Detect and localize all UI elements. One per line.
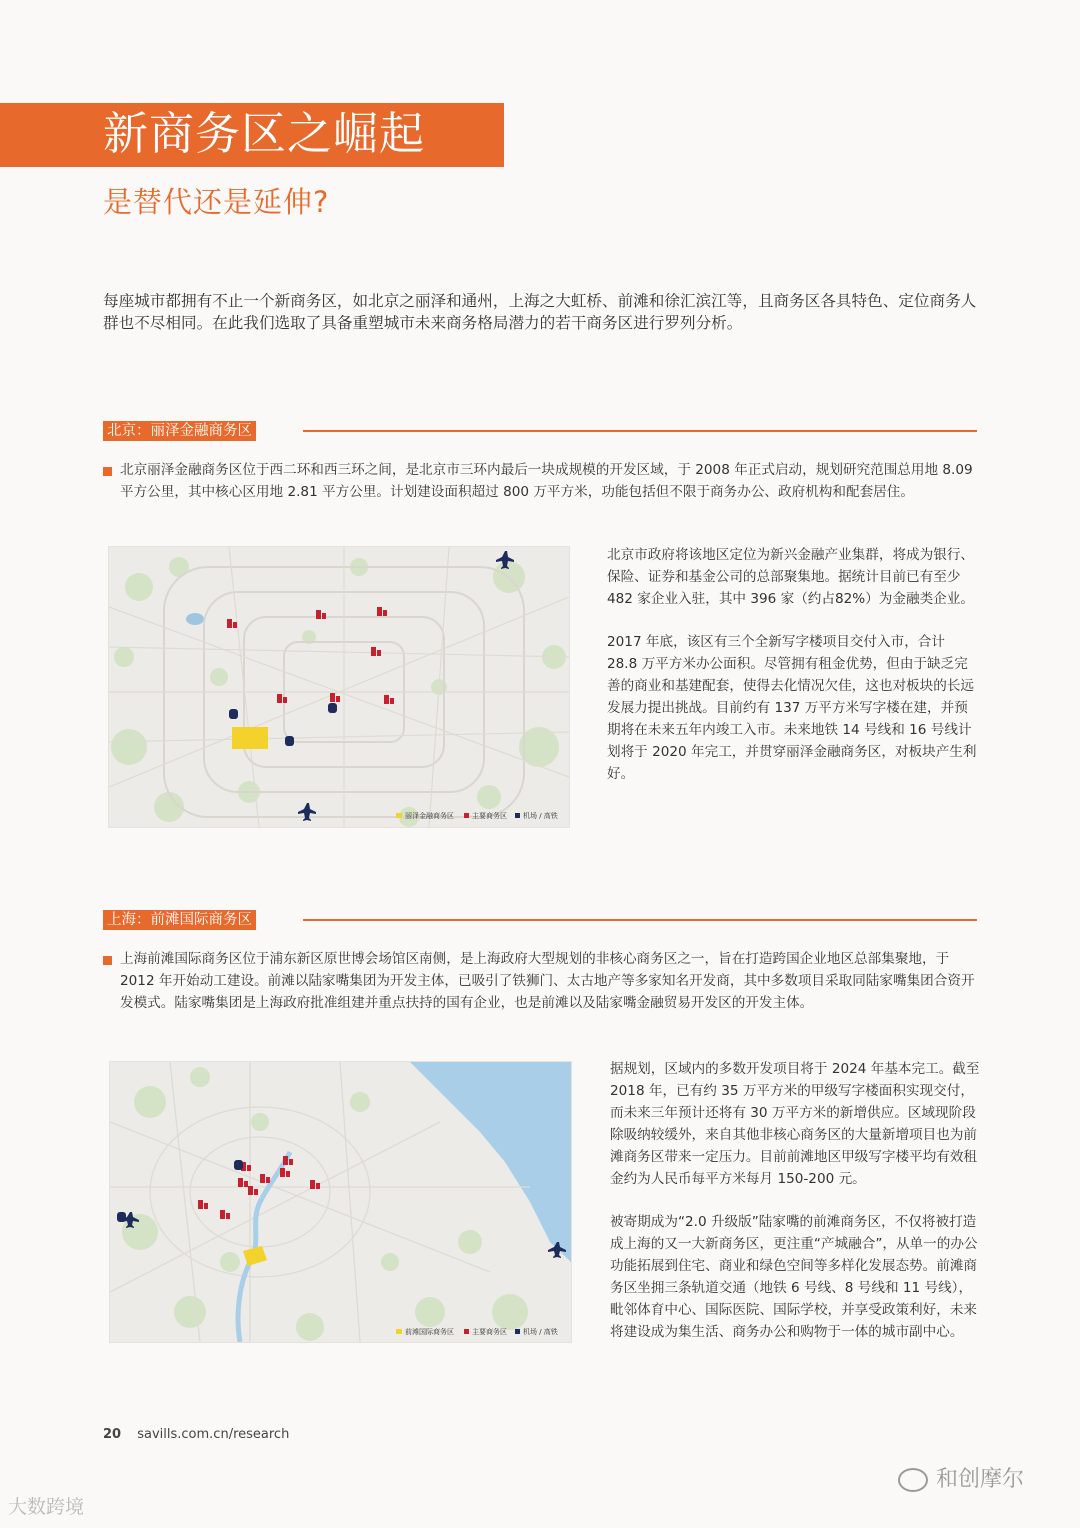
section-header-beijing (103, 421, 977, 441)
legend-label-lize: 丽泽金融商务区 (405, 812, 454, 820)
page-subtitle: 是替代还是延伸? (103, 185, 330, 219)
watermark-right-text: 和创摩尔 (936, 1467, 1025, 1492)
legend-label-transport: 机场 / 高铁 (523, 1328, 558, 1336)
beijing-bullet-paragraph (103, 459, 979, 503)
bullet-square-icon (103, 956, 112, 965)
shanghai-paragraph-1: 据规划，区域内的多数开发项目将于 2024 年基本完工。截至 2018 年，已有约 35 万平方米的甲级写字楼面积实现交付，而未来三年预计还将有 30 万平方米的新增供应。区域现阶段除吸纳较缓外，来自其他非核心商务区的大量新增项目也为前滩商务区带来一定压力。目前前滩地区甲级写字楼平均有效租金约为人民币每平方米每月 150-200 元。 (610, 1061, 980, 1187)
beijing-bullet-text: 北京丽泽金融商务区位于西二环和西三环之间，是北京市三环内最后一块成规模的开发区域，于 2008 年正式启动，规划研究范围总用地 8.09 平方公里，其中核心区用地 2.81 平方公里。计划建设面积超过 800 万平方米，功能包括但不限于商务办公、政府机构和配套居住。 (120, 462, 973, 500)
legend-label-qiantan: 前滩国际商务区 (405, 1328, 454, 1336)
beijing-paragraph-2: 2017 年底，该区有三个全新写字楼项目交付入市，合计 28.8 万平方米办公面积。尽管拥有租金优势，但由于缺乏完善的商业和基建配套，使得去化情况欠佳，这也对板块的长远发展力提出挑战。目前约有 137 万平方米写字楼在建，并预期将在未来五年内竣工入市。未来地铁 14 号线和 16 号线计划将于 2020 年完工，并贯穿丽泽金融商务区，对板块产生利好。 (607, 634, 977, 782)
shanghai-paragraph-2: 被寄期成为“2.0 升级版”陆家嘴的前滩商务区，不仅将被打造成上海的又一大新商务区，更注重“产城融合”，从单一的办公功能拓展到住宅、商业和绿色空间等多样化发展态势。前滩商务区坐拥三条轨道交通（地铁 6 号线、8 号线和 11 号线），毗邻体育中心、国际医院、国际学校，并享受政策利好，未来将建设成为集生活、商务办公和购物于一体的城市副中心。 (610, 1214, 978, 1340)
watermark-left (8, 1492, 84, 1519)
footer-url[interactable]: savills.com.cn/research (137, 1427, 290, 1442)
watermark-left-text: 大数跨境 (8, 1496, 85, 1518)
section-rule (303, 919, 977, 921)
beijing-paragraph-1: 北京市政府将该地区定位为新兴金融产业集群，将成为银行、保险、证券和基金公司的总部聚集地。据统计目前已有至少 482 家企业入驻，其中 396 家（约占82%）为金融类企业。 (607, 547, 975, 607)
intro-paragraph: 每座城市都拥有不止一个新商务区，如北京之丽泽和通州，上海之大虹桥、前滩和徐汇滨江等，且商务区各具特色、定位商务人群也不尽相同。在此我们选取了具备重塑城市未来商务格局潜力的若干商务区进行罗列分析。 (103, 292, 977, 332)
watermark-right (898, 1462, 1024, 1493)
beijing-side-text (607, 544, 977, 806)
wechat-icon (898, 1468, 928, 1492)
bullet-square-icon (103, 467, 112, 476)
section-label-shanghai: 上海：前滩国际商务区 (103, 910, 256, 930)
shanghai-map (109, 1061, 572, 1343)
section-label-beijing: 北京：丽泽金融商务区 (103, 421, 256, 441)
page-title: 新商务区之崛起 (103, 107, 426, 160)
section-rule (303, 430, 977, 432)
lize-district-area (232, 727, 268, 749)
legend-label-transport: 机场 / 高铁 (523, 812, 558, 820)
page-footer (103, 1427, 289, 1442)
legend-label-cbd: 主要商务区 (472, 1328, 507, 1336)
section-header-shanghai (103, 910, 977, 930)
beijing-map (108, 546, 570, 828)
shanghai-bullet-text: 上海前滩国际商务区位于浦东新区原世博会场馆区南侧，是上海政府大型规划的非核心商务区之一，旨在打造跨国企业地区总部集聚地，于 2012 年开始动工建设。前滩以陆家嘴集团为开发主体，已吸引了铁狮门、太古地产等多家知名开发商，其中多数项目采取同陆家嘴集团合资开发模式。陆家嘴集团是上海政府批准组建并重点扶持的国有企业，也是前滩以及陆家嘴金融贸易开发区的开发主体。 (120, 951, 975, 1011)
shanghai-bullet-paragraph (103, 948, 979, 1014)
legend-label-cbd: 主要商务区 (472, 812, 507, 820)
shanghai-side-text (610, 1058, 980, 1364)
page-number: 20 (103, 1427, 122, 1442)
